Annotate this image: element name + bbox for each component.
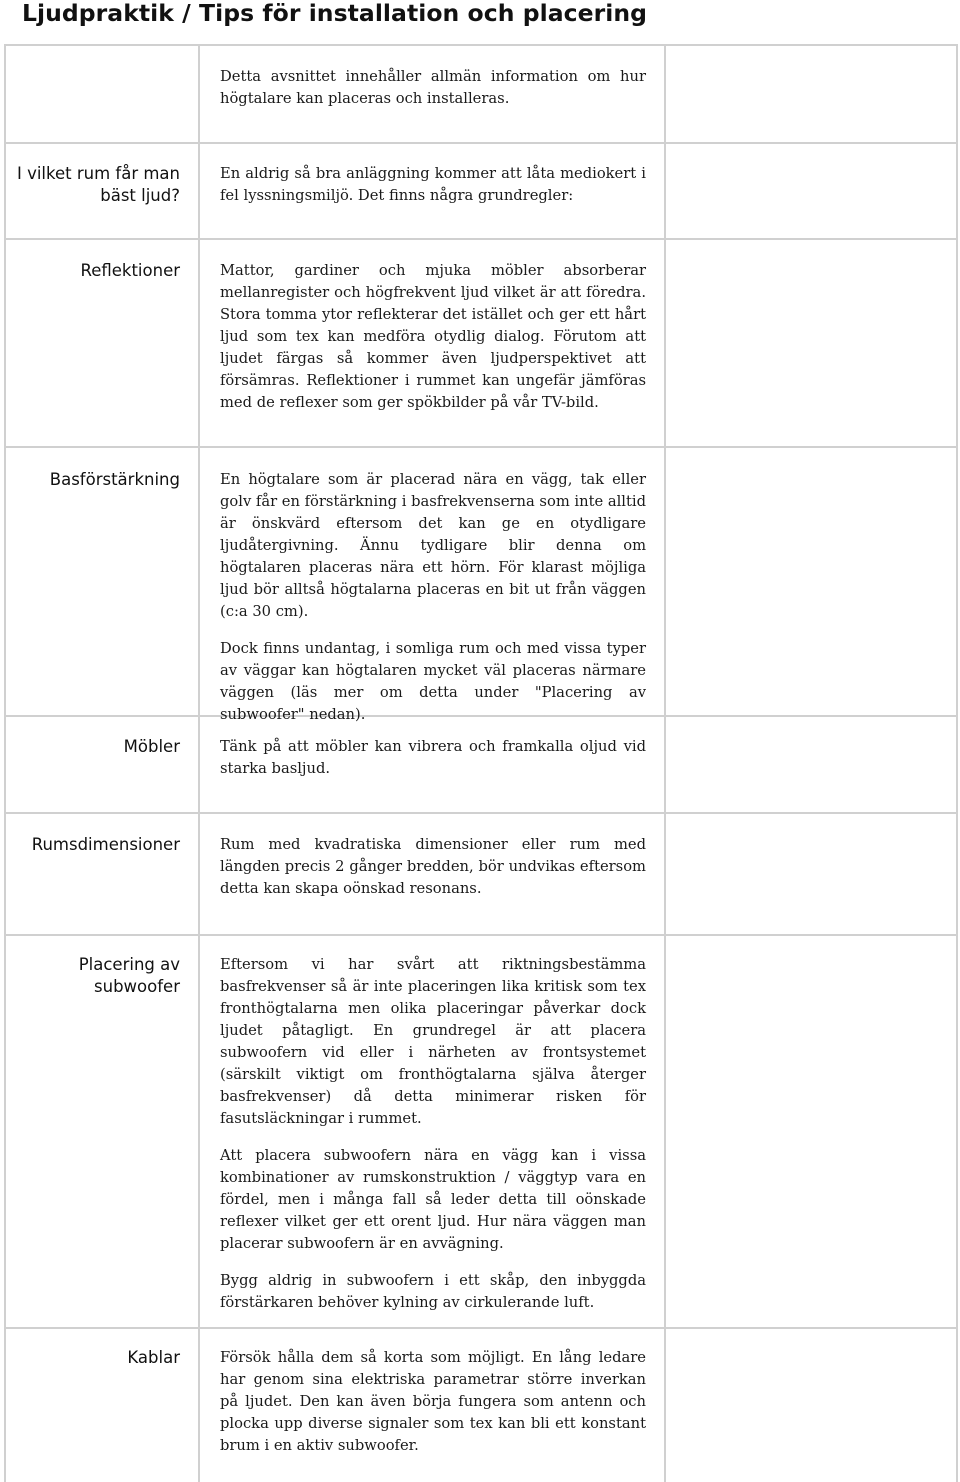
section-body-rumsdimensioner [220, 834, 646, 900]
section-label-placering-subwoofer: Placering av subwoofer [78, 955, 180, 996]
page-title: Ljudpraktik / Tips för installation och placering [22, 0, 647, 27]
section-paragraph: Försök hålla dem så korta som möjligt. En lång ledare har genom sina elektriska parametrar större inverkan på ljudet. Den kan även börja fungera som antenn och plocka upp diverse signaler som tex kan bli ett konstant brum i en aktiv subwoofer. [220, 1349, 646, 1454]
section-label-rumsdimensioner: Rumsdimensioner [31, 835, 180, 854]
section-label-mobler: Möbler [123, 737, 180, 756]
section-paragraph: Tänk på att möbler kan vibrera och framkalla oljud vid starka basljud. [220, 738, 646, 777]
section-label-reflektioner: Reflektioner [80, 261, 180, 280]
section-body-placering-subwoofer [220, 954, 646, 1314]
section-body-mobler [220, 736, 646, 780]
section-paragraph: Mattor, gardiner och mjuka möbler absorberar mellanregister och högfrekvent ljud vilket är att föredra. Stora tomma ytor reflekterar det istället och ger ett hårt ljud som tex kan medföra otydlig dialog. Förutom att ljudet färgas så kommer även ljudperspektivet att försämras. Reflektioner i rummet kan ungefär jämföras med de reflexer som ger spökbilder på vår TV-bild. [220, 262, 646, 411]
divider [4, 812, 958, 814]
section-body-best-room [220, 163, 646, 207]
divider [4, 446, 958, 448]
section-label-best-room: I vilket rum får man bäst ljud? [16, 164, 180, 205]
section-label-basforstarkning: Basförstärkning [49, 470, 180, 489]
divider [4, 142, 958, 144]
section-body-reflektioner [220, 260, 646, 414]
column-divider [664, 44, 666, 1482]
section-label-kablar: Kablar [127, 1348, 180, 1367]
section-paragraph: Dock finns undantag, i somliga rum och med vissa typer av väggar kan högtalaren mycket väl placeras närmare väggen (läs mer om detta under "Placering av subwoofer" nedan). [220, 640, 646, 723]
section-paragraph: Bygg aldrig in subwoofern i ett skåp, den inbyggda förstärkaren behöver kylning av cirkulerande luft. [220, 1272, 646, 1311]
section-paragraph: En aldrig så bra anläggning kommer att låta mediokert i fel lyssningsmiljö. Det finns några grundregler: [220, 165, 646, 204]
section-paragraph: Rum med kvadratiska dimensioner eller rum med längden precis 2 gånger bredden, bör undvikas eftersom detta kan skapa oönskad resonans. [220, 836, 646, 897]
divider [4, 934, 958, 936]
section-body-basforstarkning [220, 469, 646, 726]
column-divider [956, 44, 958, 1482]
section-paragraph: Eftersom vi har svårt att riktningsbestämma basfrekvenser så är inte placeringen lika kritisk som tex fronthögtalarna men olika placeringar påverkar dock ljudet påtagligt. En grundregel är att placera subwoofern vid eller i närheten av frontsystemet (särskilt viktigt om fronthögtalarna själva återger basfrekvenser) då detta minimerar risken för fasutsläckningar i rummet. [220, 956, 646, 1127]
intro-body [220, 66, 646, 110]
section-paragraph: Att placera subwoofern nära en vägg kan i vissa kombinationer av rumskonstruktion / väggtyp vara en fördel, men i många fall så leder detta till oönskade reflexer vilket ger ett orent ljud. Hur nära väggen man placerar subwoofern är en avvägning. [220, 1147, 646, 1252]
divider [4, 1327, 958, 1329]
divider [4, 238, 958, 240]
section-body-kablar [220, 1347, 646, 1457]
column-divider [4, 44, 6, 1482]
column-divider [198, 44, 200, 1482]
section-paragraph: En högtalare som är placerad nära en vägg, tak eller golv får en förstärkning i basfrekvenserna som inte alltid är önskvärd eftersom det kan ge en otydligare ljudåtergivning. Ännu tydligare blir denna om högtalaren placeras nära ett hörn. För klarast möjliga ljud bör alltså högtalarna placeras en bit ut från väggen (c:a 30 cm). [220, 471, 646, 620]
intro-paragraph: Detta avsnittet innehåller allmän information om hur högtalare kan placeras och installeras. [220, 68, 646, 107]
divider [4, 44, 958, 46]
